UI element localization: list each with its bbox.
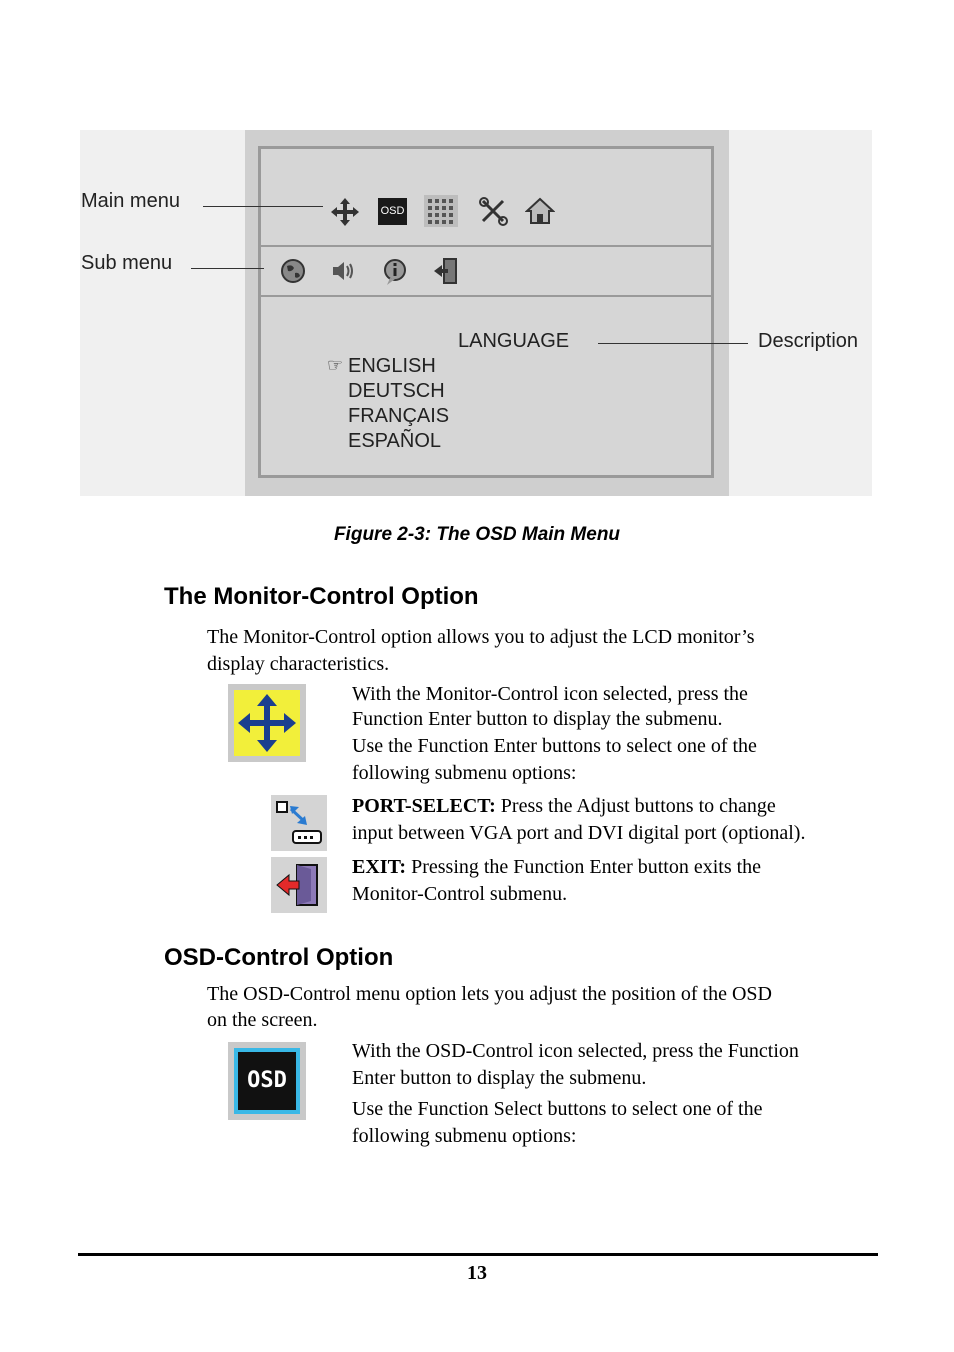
- info-icon[interactable]: [382, 258, 410, 286]
- move-icon[interactable]: [330, 197, 360, 227]
- tools-icon[interactable]: [478, 196, 510, 226]
- osd-control-text-line3: Use the Function Select buttons to select one of the: [352, 1098, 763, 1120]
- main-menu-leader: [203, 206, 323, 207]
- port-select-line2: input between VGA port and DVI digital port (optional).: [352, 822, 806, 844]
- exit-door-icon[interactable]: [432, 257, 460, 285]
- monitor-control-text-line2: Function Enter button to display the submenu.: [352, 708, 723, 730]
- language-option-espanol[interactable]: ESPAÑOL: [348, 430, 441, 452]
- grid-icon[interactable]: [424, 195, 458, 227]
- osd-control-intro-line1: The OSD-Control menu option lets you adjust the position of the OSD: [207, 983, 772, 1005]
- home-icon[interactable]: [525, 196, 555, 226]
- exit-line2: Monitor-Control submenu.: [352, 883, 568, 905]
- osd-control-text-line4: following submenu options:: [352, 1125, 577, 1147]
- monitor-control-text-line3: Use the Function Enter buttons to select one of the: [352, 735, 757, 757]
- section-heading-osd-control: OSD-Control Option: [164, 944, 394, 971]
- sub-menu-leader: [191, 268, 264, 269]
- port-select-term: PORT-SELECT:: [352, 795, 496, 817]
- osd-divider-sub: [261, 295, 712, 297]
- language-option-deutsch[interactable]: DEUTSCH: [348, 380, 445, 402]
- osd-control-text-line2: Enter button to display the submenu.: [352, 1067, 647, 1089]
- speaker-icon[interactable]: [330, 258, 358, 284]
- monitor-control-intro-line2: display characteristics.: [207, 653, 390, 675]
- osd-control-text-line1: With the OSD-Control icon selected, press the Function: [352, 1040, 799, 1062]
- language-option-francais[interactable]: FRANÇAIS: [348, 405, 450, 427]
- section-heading-monitor-control: The Monitor-Control Option: [164, 583, 479, 610]
- globe-icon[interactable]: [280, 258, 306, 284]
- figure-caption: Figure 2-3: The OSD Main Menu: [333, 524, 621, 545]
- osd-control-icon-frame: [228, 1042, 306, 1120]
- osd-control-icon: OSD: [238, 1052, 296, 1110]
- port-select-icon: [271, 795, 327, 851]
- exit-line1: [352, 854, 761, 881]
- monitor-control-text-line4: following submenu options:: [352, 762, 577, 784]
- monitor-control-intro-line1: The Monitor-Control option allows you to adjust the LCD monitor’s: [207, 626, 755, 648]
- monitor-control-icon: [228, 684, 306, 762]
- osd-divider-main: [261, 245, 712, 247]
- pointer-icon: ☞: [327, 355, 344, 376]
- footer-rule: [78, 1253, 878, 1256]
- sub-menu-label: Sub menu: [81, 252, 173, 274]
- exit-term: EXIT:: [352, 856, 407, 878]
- port-select-line1: [352, 793, 776, 820]
- main-menu-label: Main menu: [81, 190, 180, 212]
- monitor-control-text-line1: With the Monitor-Control icon selected, press the: [352, 683, 748, 705]
- page-number: 13: [467, 1262, 487, 1284]
- port-select-text: Press the Adjust buttons to change: [495, 795, 776, 817]
- exit-text: Pressing the Function Enter button exits the: [406, 856, 762, 878]
- osd-icon[interactable]: OSD: [378, 198, 407, 225]
- language-option-english[interactable]: ENGLISH: [348, 355, 436, 377]
- description-title: LANGUAGE: [458, 330, 570, 352]
- description-label: Description: [758, 330, 859, 352]
- exit-icon: [271, 857, 327, 913]
- osd-control-intro-line2: on the screen.: [207, 1009, 318, 1031]
- description-leader: [598, 343, 748, 344]
